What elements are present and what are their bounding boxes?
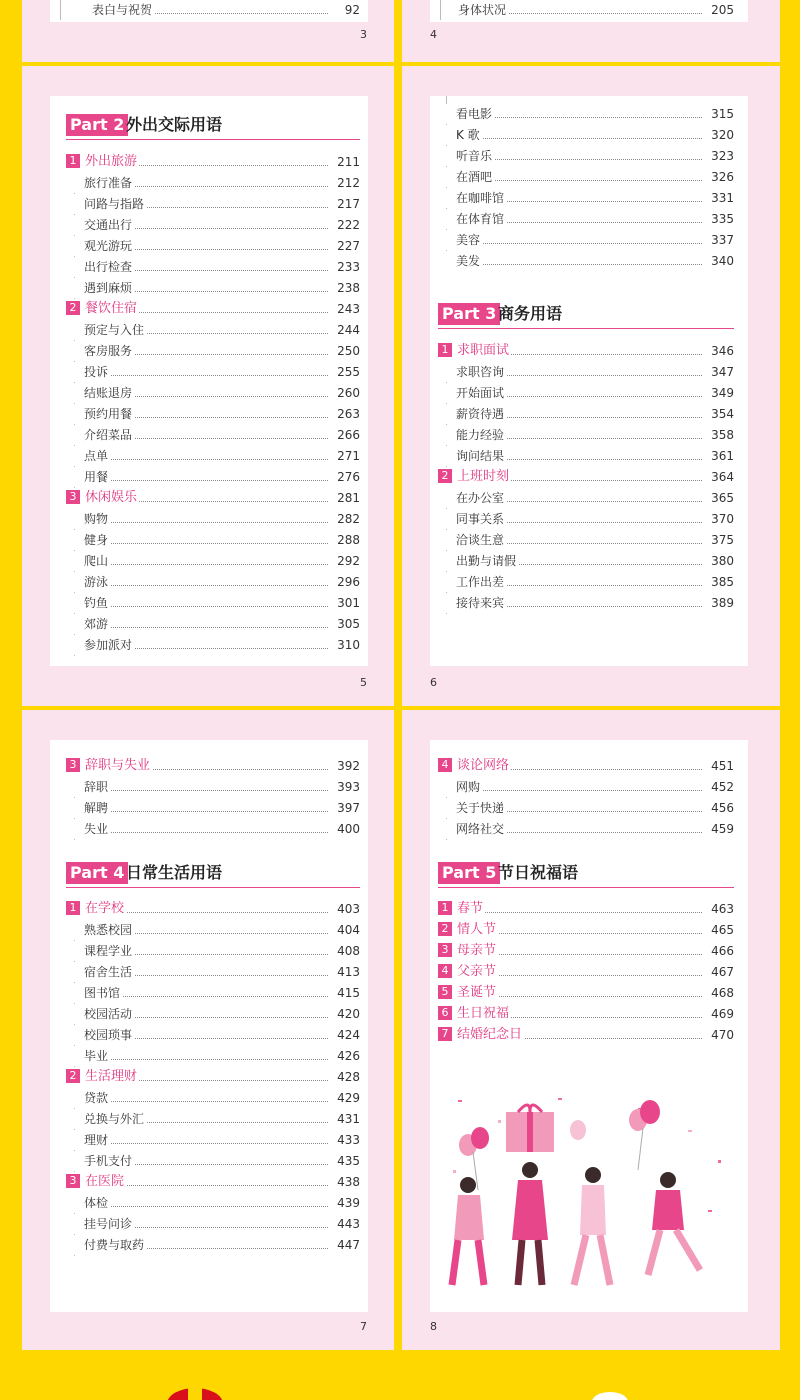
page-ref: 227 — [335, 236, 360, 256]
toc-entry[interactable] — [438, 798, 734, 818]
page-number: 3 — [360, 28, 367, 41]
entry-label: 结账退房 — [66, 383, 134, 403]
entry-label: 网购 — [438, 777, 482, 797]
section-number-badge: 6 — [438, 1006, 452, 1020]
page-ref: 403 — [335, 899, 360, 919]
entry-label: 在酒吧 — [438, 167, 494, 187]
entry-label: 宿舍生活 — [66, 962, 134, 982]
section-title: 情人节 — [457, 922, 497, 937]
page-ref: 426 — [335, 1046, 360, 1066]
page-ref: 428 — [335, 1067, 360, 1087]
page-4-sheet — [430, 0, 748, 22]
entry-label: 同事关系 — [438, 509, 506, 529]
toc-entry[interactable] — [438, 209, 734, 229]
page-ref: 335 — [709, 209, 734, 229]
entry-label: 购物 — [66, 509, 110, 529]
entry-label: 能力经验 — [438, 425, 506, 445]
toc-entry[interactable] — [438, 425, 734, 445]
part-heading — [438, 303, 734, 329]
entry-label: 薪资待遇 — [438, 404, 506, 424]
entry-label: 课程学业 — [66, 941, 134, 961]
entry-label: 听音乐 — [438, 146, 494, 166]
page-number: 4 — [430, 28, 437, 41]
toc-entry[interactable] — [66, 1193, 360, 1213]
page-ref: 375 — [709, 530, 734, 550]
toc-entry[interactable]: 表白与祝贺 92 — [92, 0, 360, 20]
toc-entry[interactable] — [66, 236, 360, 256]
entry-label: 参加派对 — [66, 635, 134, 655]
toc-entry[interactable] — [66, 819, 360, 839]
part-title: 外出交际用语 — [126, 115, 223, 134]
toc-entry[interactable] — [438, 167, 734, 187]
page-ref: 431 — [335, 1109, 360, 1129]
part-tag: Part 5 — [438, 862, 500, 884]
entry-label: 出勤与请假 — [438, 551, 518, 571]
section-title: 在学校 — [85, 901, 125, 916]
entry-label: 投诉 — [66, 362, 110, 382]
toc-entry[interactable] — [66, 1235, 360, 1255]
page-3 — [22, 0, 394, 62]
section-title: 生日祝福 — [457, 1006, 510, 1021]
toc-entry[interactable] — [66, 1046, 360, 1066]
section-title: 圣诞节 — [457, 985, 497, 1000]
page-ref: 310 — [335, 635, 360, 655]
page-ref: 266 — [335, 425, 360, 445]
section-title: 结婚纪念日 — [457, 1027, 523, 1042]
toc-entry[interactable] — [438, 188, 734, 208]
page-ref: 439 — [335, 1193, 360, 1213]
section-number-badge: 1 — [66, 154, 80, 168]
entry-label: 关于快递 — [438, 798, 506, 818]
entry-label: 图书馆 — [66, 983, 122, 1003]
toc-entry[interactable] — [438, 551, 734, 571]
section-title: 春节 — [457, 901, 484, 916]
toc-section-entry[interactable] — [438, 983, 734, 1003]
toc-entry[interactable] — [66, 278, 360, 298]
page-ref: 255 — [335, 362, 360, 382]
section-number-badge: 4 — [438, 964, 452, 978]
section-number-badge: 2 — [66, 301, 80, 315]
toc-section-entry[interactable] — [438, 899, 734, 919]
entry-label: 工作出差 — [438, 572, 506, 592]
entry-label: 洽谈生意 — [438, 530, 506, 550]
page-ref: 420 — [335, 1004, 360, 1024]
page-ref: 323 — [709, 146, 734, 166]
page-ref: 470 — [709, 1025, 734, 1045]
toc-entry[interactable] — [66, 194, 360, 214]
entry-label: 旅行准备 — [66, 173, 134, 193]
toc-entry[interactable] — [66, 1130, 360, 1150]
page-ref: 243 — [335, 299, 360, 319]
toc-section-entry[interactable] — [438, 341, 734, 361]
page-ref: 467 — [709, 962, 734, 982]
toc-entry[interactable] — [438, 104, 734, 124]
person-figure — [452, 1177, 484, 1285]
toc-entry[interactable] — [438, 819, 734, 839]
part-title: 节日祝福语 — [498, 863, 579, 882]
section-number-badge: 3 — [66, 758, 80, 772]
entry-label: 郊游 — [66, 614, 110, 634]
page-ref: 468 — [709, 983, 734, 1003]
entry-label: 在体育馆 — [438, 209, 506, 229]
entry-label: 理财 — [66, 1130, 110, 1150]
part-heading — [66, 862, 360, 888]
page-5-sheet — [50, 96, 368, 666]
page-ref: 305 — [335, 614, 360, 634]
party-celebration-illustration — [438, 1090, 738, 1290]
page-ref: 424 — [335, 1025, 360, 1045]
section-number-badge: 3 — [66, 1174, 80, 1188]
toc-entry[interactable] — [66, 798, 360, 818]
entry-label: 遇到麻烦 — [66, 278, 134, 298]
toc-entry[interactable] — [66, 215, 360, 235]
toc-entry[interactable] — [66, 1214, 360, 1234]
section-title: 求职面试 — [457, 343, 510, 358]
toc-entry[interactable] — [66, 383, 360, 403]
page-ref: 400 — [335, 819, 360, 839]
page-ref: 331 — [709, 188, 734, 208]
page-ref: 288 — [335, 530, 360, 550]
page-ref: 361 — [709, 446, 734, 466]
gift-box-icon — [506, 1105, 554, 1152]
toc-section-entry[interactable] — [66, 488, 360, 508]
toc-entry[interactable] — [66, 530, 360, 550]
page-ref: 354 — [709, 404, 734, 424]
page-ref: 459 — [709, 819, 734, 839]
page-3-sheet — [50, 0, 368, 22]
page-ref: 413 — [335, 962, 360, 982]
page-5 — [22, 66, 394, 706]
section-number-badge: 2 — [66, 1069, 80, 1083]
section-number-badge: 4 — [438, 758, 452, 772]
toc-entry[interactable] — [66, 257, 360, 277]
page-number: 5 — [360, 676, 367, 689]
page-ref: 463 — [709, 899, 734, 919]
entry-label: 贷款 — [66, 1088, 110, 1108]
entry-label: 健身 — [66, 530, 110, 550]
page-ref: 347 — [709, 362, 734, 382]
toc-entry[interactable] — [66, 962, 360, 982]
toc-entry[interactable] — [438, 530, 734, 550]
toc-entry[interactable] — [66, 572, 360, 592]
section-title: 在医院 — [85, 1174, 125, 1189]
balloon-icon — [459, 1100, 660, 1190]
toc-entry[interactable] — [66, 593, 360, 613]
toc-entry[interactable] — [438, 488, 734, 508]
section-number-badge: 3 — [66, 490, 80, 504]
toc-section-entry[interactable] — [66, 756, 360, 776]
page-ref: 271 — [335, 446, 360, 466]
section-title: 父亲节 — [457, 964, 497, 979]
page-number: 7 — [360, 1320, 367, 1333]
entry-label: 网络社交 — [438, 819, 506, 839]
page-ref: 380 — [709, 551, 734, 571]
page-ref: 212 — [335, 173, 360, 193]
section-title: 休闲娱乐 — [85, 490, 138, 505]
page-number: 6 — [430, 676, 437, 689]
page-ref: 466 — [709, 941, 734, 961]
page-ref: 364 — [709, 467, 734, 487]
page-ref: 337 — [709, 230, 734, 250]
page-ref: 429 — [335, 1088, 360, 1108]
page-ref: 385 — [709, 572, 734, 592]
page-ref: 296 — [335, 572, 360, 592]
page-ref: 326 — [709, 167, 734, 187]
section-title: 辞职与失业 — [85, 758, 151, 773]
entry-label: 出行检查 — [66, 257, 134, 277]
section-title: 上班时刻 — [457, 469, 510, 484]
toc-section-entry[interactable] — [438, 756, 734, 776]
section-title: 谈论网络 — [457, 758, 510, 773]
section-number-badge: 1 — [438, 343, 452, 357]
page-ref: 217 — [335, 194, 360, 214]
page-ref: 281 — [335, 488, 360, 508]
entry-label: 校园琐事 — [66, 1025, 134, 1045]
page-ref: 389 — [709, 593, 734, 613]
page-ref: 211 — [335, 152, 360, 172]
entry-label: 解聘 — [66, 798, 110, 818]
part-tag: Part 3 — [438, 303, 500, 325]
entry-label: 在办公室 — [438, 488, 506, 508]
toc-entry[interactable]: 身体状况 205 — [458, 0, 734, 20]
toc-entry[interactable] — [438, 125, 734, 145]
toc-entry[interactable] — [66, 614, 360, 634]
toc-entry[interactable] — [66, 467, 360, 487]
page-8 — [402, 710, 780, 1350]
toc-entry[interactable] — [66, 551, 360, 571]
page-6-sheet — [430, 96, 748, 666]
section-number-badge: 5 — [438, 985, 452, 999]
page-ref: 340 — [709, 251, 734, 271]
page-ref: 263 — [335, 404, 360, 424]
toc-entry[interactable] — [66, 1025, 360, 1045]
page-number: 8 — [430, 1320, 437, 1333]
section-number-badge: 7 — [438, 1027, 452, 1041]
entry-label: 问路与指路 — [66, 194, 146, 214]
page-ref: 433 — [335, 1130, 360, 1150]
toc-section-entry[interactable] — [438, 920, 734, 940]
toc-section-entry[interactable] — [66, 1067, 360, 1087]
page-ref: 443 — [335, 1214, 360, 1234]
toc-entry[interactable] — [438, 383, 734, 403]
page-ref: 438 — [335, 1172, 360, 1192]
toc-section-entry[interactable] — [438, 941, 734, 961]
logo-icon — [150, 1380, 240, 1400]
entry-label: 观光游玩 — [66, 236, 134, 256]
page-ref: 260 — [335, 383, 360, 403]
toc-entry[interactable] — [66, 941, 360, 961]
section-title: 母亲节 — [457, 943, 497, 958]
toc-entry[interactable] — [438, 230, 734, 250]
page-ref: 465 — [709, 920, 734, 940]
toc-entry[interactable] — [438, 777, 734, 797]
page-ref: 392 — [335, 756, 360, 776]
toc-section-entry[interactable] — [66, 152, 360, 172]
person-figure — [574, 1167, 610, 1285]
toc-entry[interactable] — [438, 593, 734, 613]
page-ref: 301 — [335, 593, 360, 613]
page-ref: 370 — [709, 509, 734, 529]
toc-section-entry[interactable] — [438, 1004, 734, 1024]
toc-entry[interactable] — [66, 920, 360, 940]
entry-label: 在咖啡馆 — [438, 188, 506, 208]
toc-entry[interactable] — [66, 362, 360, 382]
toc-entry[interactable] — [438, 404, 734, 424]
toc-entry[interactable] — [66, 1088, 360, 1108]
entry-label: 点单 — [66, 446, 110, 466]
page-ref: 238 — [335, 278, 360, 298]
page-ref: 469 — [709, 1004, 734, 1024]
page-ref: 435 — [335, 1151, 360, 1171]
entry-label: 美容 — [438, 230, 482, 250]
toc-entry[interactable] — [438, 362, 734, 382]
entry-label: 体检 — [66, 1193, 110, 1213]
entry-label: 用餐 — [66, 467, 110, 487]
entry-label: 手机支付 — [66, 1151, 134, 1171]
page-ref: 415 — [335, 983, 360, 1003]
page-ref: 408 — [335, 941, 360, 961]
entry-label: 预约用餐 — [66, 404, 134, 424]
section-title: 外出旅游 — [85, 154, 138, 169]
entry-label: 兑换与外汇 — [66, 1109, 146, 1129]
toc-entry[interactable] — [66, 1151, 360, 1171]
entry-label: 辞职 — [66, 777, 110, 797]
page-ref: 315 — [709, 104, 734, 124]
entry-label: 毕业 — [66, 1046, 110, 1066]
section-title: 餐饮住宿 — [85, 301, 138, 316]
part-heading — [66, 114, 360, 140]
toc-entry[interactable] — [66, 1004, 360, 1024]
entry-label: 挂号问诊 — [66, 1214, 134, 1234]
person-figure — [512, 1162, 548, 1285]
toc-entry[interactable] — [438, 446, 734, 466]
toc-section-entry[interactable] — [66, 899, 360, 919]
toc-entry[interactable] — [66, 320, 360, 340]
toc-entry[interactable] — [66, 425, 360, 445]
entry-label: 校园活动 — [66, 1004, 134, 1024]
toc-entry[interactable] — [66, 777, 360, 797]
page-ref: 276 — [335, 467, 360, 487]
section-number-badge: 1 — [66, 901, 80, 915]
part-tag: Part 2 — [66, 114, 128, 136]
toc-entry[interactable] — [66, 509, 360, 529]
section-number-badge: 2 — [438, 469, 452, 483]
entry-label: 求职咨询 — [438, 362, 506, 382]
entry-label: 爬山 — [66, 551, 110, 571]
toc-section-entry[interactable] — [438, 467, 734, 487]
toc-section-entry[interactable] — [66, 1172, 360, 1192]
page-7 — [22, 710, 394, 1350]
page-ref: 451 — [709, 756, 734, 776]
part-heading — [438, 862, 734, 888]
page-ref: 393 — [335, 777, 360, 797]
page-ref: 358 — [709, 425, 734, 445]
toc-entry[interactable] — [438, 146, 734, 166]
entry-label: 开始面试 — [438, 383, 506, 403]
toc-entry[interactable] — [438, 251, 734, 271]
toc-section-entry[interactable] — [66, 299, 360, 319]
section-title: 生活理财 — [85, 1069, 138, 1084]
person-figure — [648, 1172, 700, 1275]
part-title: 日常生活用语 — [126, 863, 223, 882]
tree-line — [440, 0, 441, 20]
entry-label: 游泳 — [66, 572, 110, 592]
toc-entry[interactable] — [66, 341, 360, 361]
toc-entry[interactable] — [66, 983, 360, 1003]
entry-label: 介绍菜品 — [66, 425, 134, 445]
page-ref: 244 — [335, 320, 360, 340]
page-ref: 404 — [335, 920, 360, 940]
entry-label: K 歌 — [438, 125, 482, 145]
entry-label: 钓鱼 — [66, 593, 110, 613]
page-ref: 233 — [335, 257, 360, 277]
page-ref: 397 — [335, 798, 360, 818]
entry-label: 看电影 — [438, 104, 494, 124]
toc-entry[interactable] — [438, 572, 734, 592]
entry-label: 失业 — [66, 819, 110, 839]
toc-entry[interactable] — [66, 1109, 360, 1129]
tree-line — [60, 0, 61, 20]
toc-entry[interactable] — [438, 509, 734, 529]
page-ref: 222 — [335, 215, 360, 235]
page-ref: 349 — [709, 383, 734, 403]
page-ref: 282 — [335, 509, 360, 529]
page-7-sheet — [50, 740, 368, 1312]
entry-label: 询问结果 — [438, 446, 506, 466]
page-4 — [402, 0, 780, 62]
page-ref: 250 — [335, 341, 360, 361]
entry-label: 美发 — [438, 251, 482, 271]
entry-label: 付费与取药 — [66, 1235, 146, 1255]
page-ref: 447 — [335, 1235, 360, 1255]
toc-entry[interactable] — [66, 404, 360, 424]
toc-entry[interactable] — [66, 635, 360, 655]
entry-label: 熟悉校园 — [66, 920, 134, 940]
page-8-sheet — [430, 740, 748, 1312]
page-ref: 346 — [709, 341, 734, 361]
page-ref: 456 — [709, 798, 734, 818]
entry-label: 接待来宾 — [438, 593, 506, 613]
page-ref: 320 — [709, 125, 734, 145]
toc-section-entry[interactable] — [438, 1025, 734, 1045]
section-number-badge: 1 — [438, 901, 452, 915]
page-6 — [402, 66, 780, 706]
entry-label: 客房服务 — [66, 341, 134, 361]
page-ref: 452 — [709, 777, 734, 797]
page-ref: 365 — [709, 488, 734, 508]
entry-label: 交通出行 — [66, 215, 134, 235]
logo-icon — [590, 1388, 630, 1400]
section-number-badge: 3 — [438, 943, 452, 957]
toc-entry[interactable] — [66, 446, 360, 466]
page-ref: 292 — [335, 551, 360, 571]
toc-entry[interactable] — [66, 173, 360, 193]
part-tag: Part 4 — [66, 862, 128, 884]
section-number-badge: 2 — [438, 922, 452, 936]
toc-section-entry[interactable] — [438, 962, 734, 982]
part-title: 商务用语 — [498, 304, 563, 323]
entry-label: 预定与入住 — [66, 320, 146, 340]
